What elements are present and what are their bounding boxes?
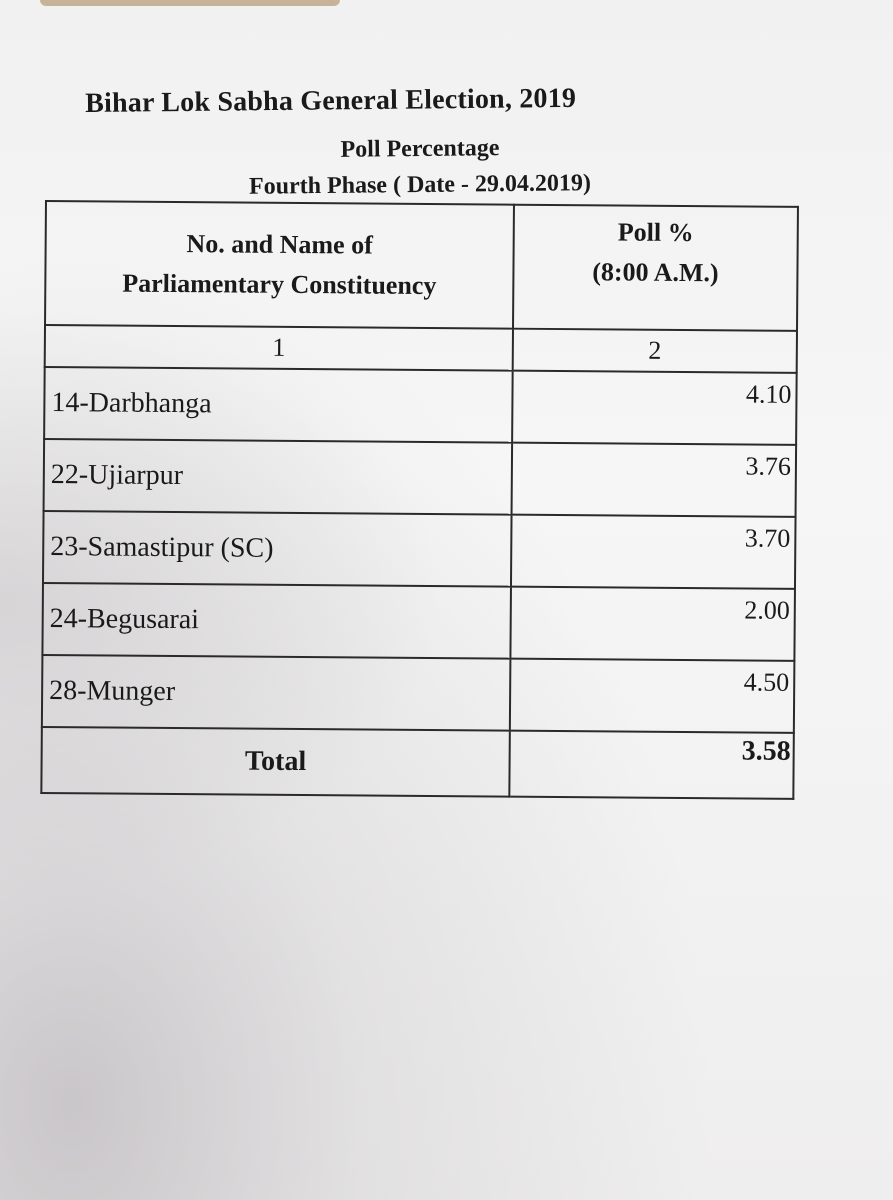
column-number-2: 2	[513, 329, 797, 373]
poll-value: 2.00	[510, 587, 795, 661]
header-poll-line2: (8:00 A.M.)	[592, 257, 719, 288]
table-row	[44, 367, 797, 445]
total-label: Total	[41, 727, 510, 797]
header-constituency	[45, 201, 514, 329]
poll-table-container	[40, 200, 797, 800]
header-constituency-line1: No. and Name of	[186, 229, 373, 260]
total-value: 3.58	[509, 731, 794, 799]
document-title: Bihar Lok Sabha General Election, 2019	[85, 82, 577, 119]
constituency-name: 28-Munger	[42, 655, 511, 731]
poll-value: 4.10	[512, 371, 797, 445]
table-header-row	[45, 201, 798, 331]
constituency-name: 14-Darbhanga	[44, 367, 513, 443]
column-number-row	[45, 325, 797, 373]
table-row	[42, 655, 795, 733]
table-row	[44, 439, 797, 517]
document-subtitle: Poll Percentage	[340, 135, 500, 163]
poll-value: 3.70	[511, 515, 796, 589]
header-constituency-line2: Parliamentary Constituency	[122, 268, 437, 301]
constituency-name: 23-Samastipur (SC)	[43, 511, 512, 587]
paper-edge-strip	[40, 0, 340, 6]
header-poll-percent	[513, 205, 798, 331]
document-phase: Fourth Phase ( Date - 29.04.2019)	[248, 170, 592, 200]
table-row	[42, 583, 795, 661]
poll-percentage-table	[40, 200, 799, 800]
table-row	[43, 511, 796, 589]
header-poll-line1: Poll %	[617, 217, 694, 248]
constituency-name: 22-Ujiarpur	[44, 439, 513, 515]
poll-value: 4.50	[510, 659, 795, 733]
poll-value: 3.76	[512, 443, 797, 517]
column-number-1: 1	[45, 325, 513, 371]
constituency-name: 24-Begusarai	[42, 583, 511, 659]
total-row	[41, 727, 793, 799]
